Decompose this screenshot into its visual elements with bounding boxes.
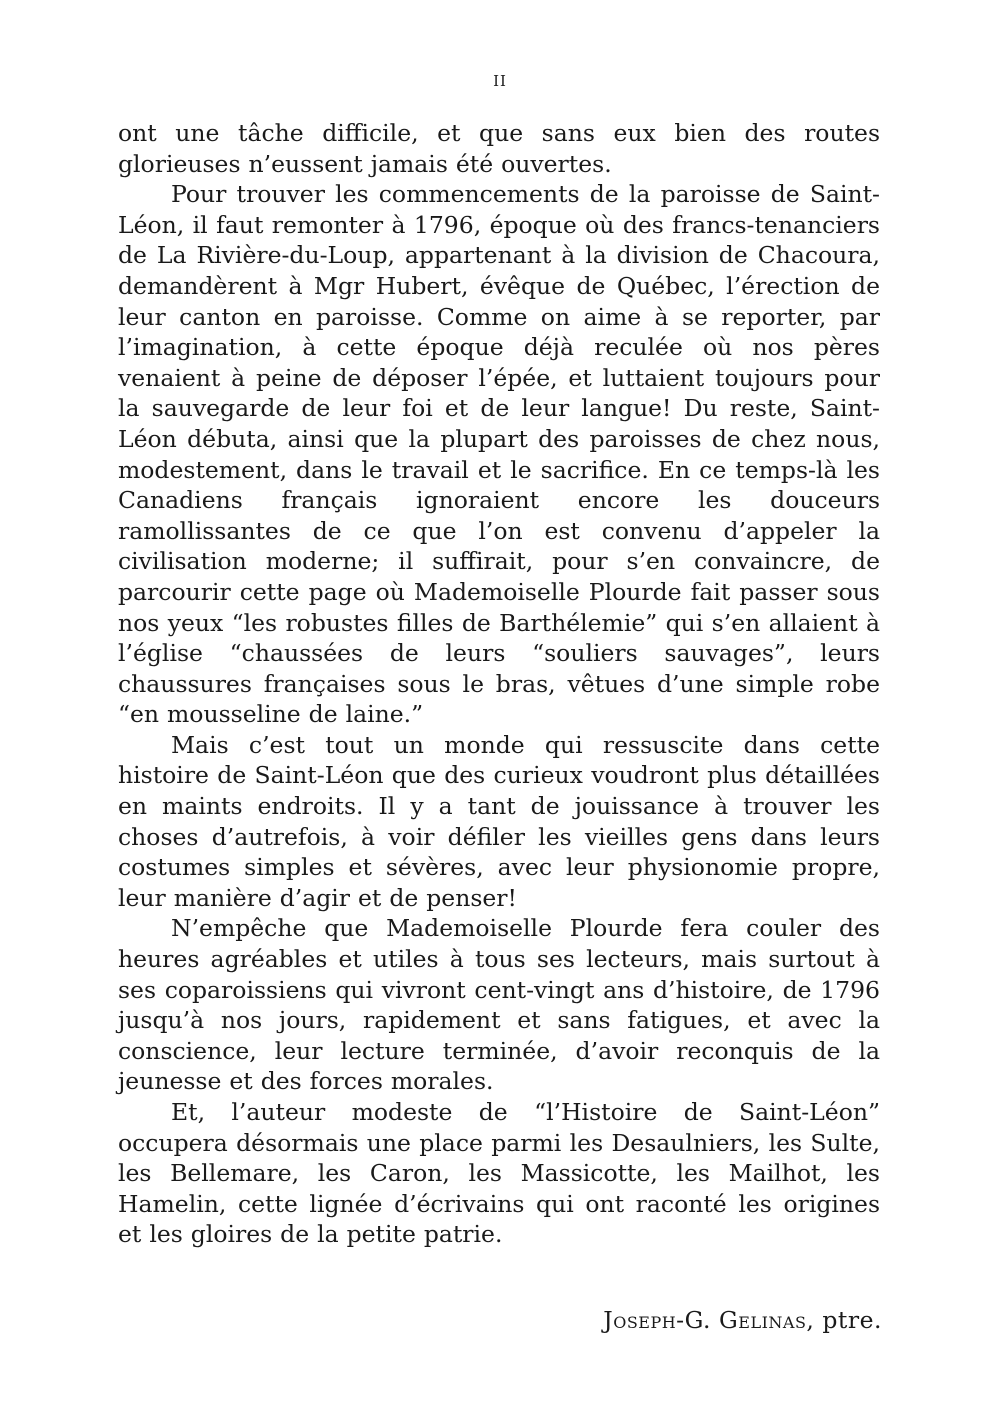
page-number: II [493,72,507,90]
paragraph: ont une tâche difficile, et que sans eux bien des routes glorieuses n’eussent jamais été ouvertes. [118,119,880,178]
signature-given-name: Joseph-G. [603,1306,712,1334]
paragraph: Et, l’auteur modeste de “l’Histoire de Saint-Léon” occupera désormais une place parmi les Desaulniers, les Sulte, les Bellemare, les Caron, les Massicotte, les Mailhot, les Hamelin, cette lignée d’écrivains qui ont raconté les origines et les gloires de la petite patrie. [118,1098,880,1249]
paragraph: N’empêche que Mademoiselle Plourde fera couler des heures agréables et utiles à tous ses lecteurs, mais surtout à ses coparoissiens qui vivront cent-vingt ans d’histoire, de 1796 jusqu’à nos jours, rapidement et sans fatigues, et avec la conscience, leur lecture terminée, d’avoir reconquis de la jeunesse et des forces morales. [118,914,880,1096]
paragraph: Mais c’est tout un monde qui ressuscite dans cette histoire de Saint-Léon que des curieux voudront plus détaillées en maints endroits. Il y a tant de jouissance à trouver les choses d’autrefois, à voir défiler les vieilles gens dans leurs costumes simples et sévères, avec leur physionomie propre, leur manière d’agir et de penser! [118,730,880,912]
signature [603,1306,882,1334]
signature-title: ptre. [822,1306,882,1334]
body-text [118,118,880,1250]
paragraph: Pour trouver les commencements de la paroisse de Saint-Léon, il faut remonter à 1796, époque où des francs-tenanciers de La Rivière-du-Loup, appartenant à la division de Chacoura, demandèrent à Mgr Hubert, évêque de Québec, l’érection de leur canton en paroisse. Comme on aime à se reporter, par l’imagination, à cette époque déjà reculée où nos pères venaient à peine de déposer l’épée, et luttaient toujours pour la sauvegarde de leur foi et de leur langue! Du reste, Saint-Léon débuta, ainsi que la plupart des paroisses de chez nous, modestement, dans le travail et le sacrifice. En ce temps-là les Canadiens français ignoraient encore les douceurs ramollissantes de ce que l’on est convenu d’appeler la civilisation moderne; il suffirait, pour s’en convaincre, de parcourir cette page où Mademoiselle Plourde fait passer sous nos yeux “les robustes filles de Barthélemie” qui s’en allaient à l’église “chaussées de leurs “souliers sauvages”, leurs chaussures françaises sous le bras, vêtues d’une simple robe “en mousseline de laine.” [118,180,880,729]
signature-family-name: Gelinas, [719,1306,815,1334]
